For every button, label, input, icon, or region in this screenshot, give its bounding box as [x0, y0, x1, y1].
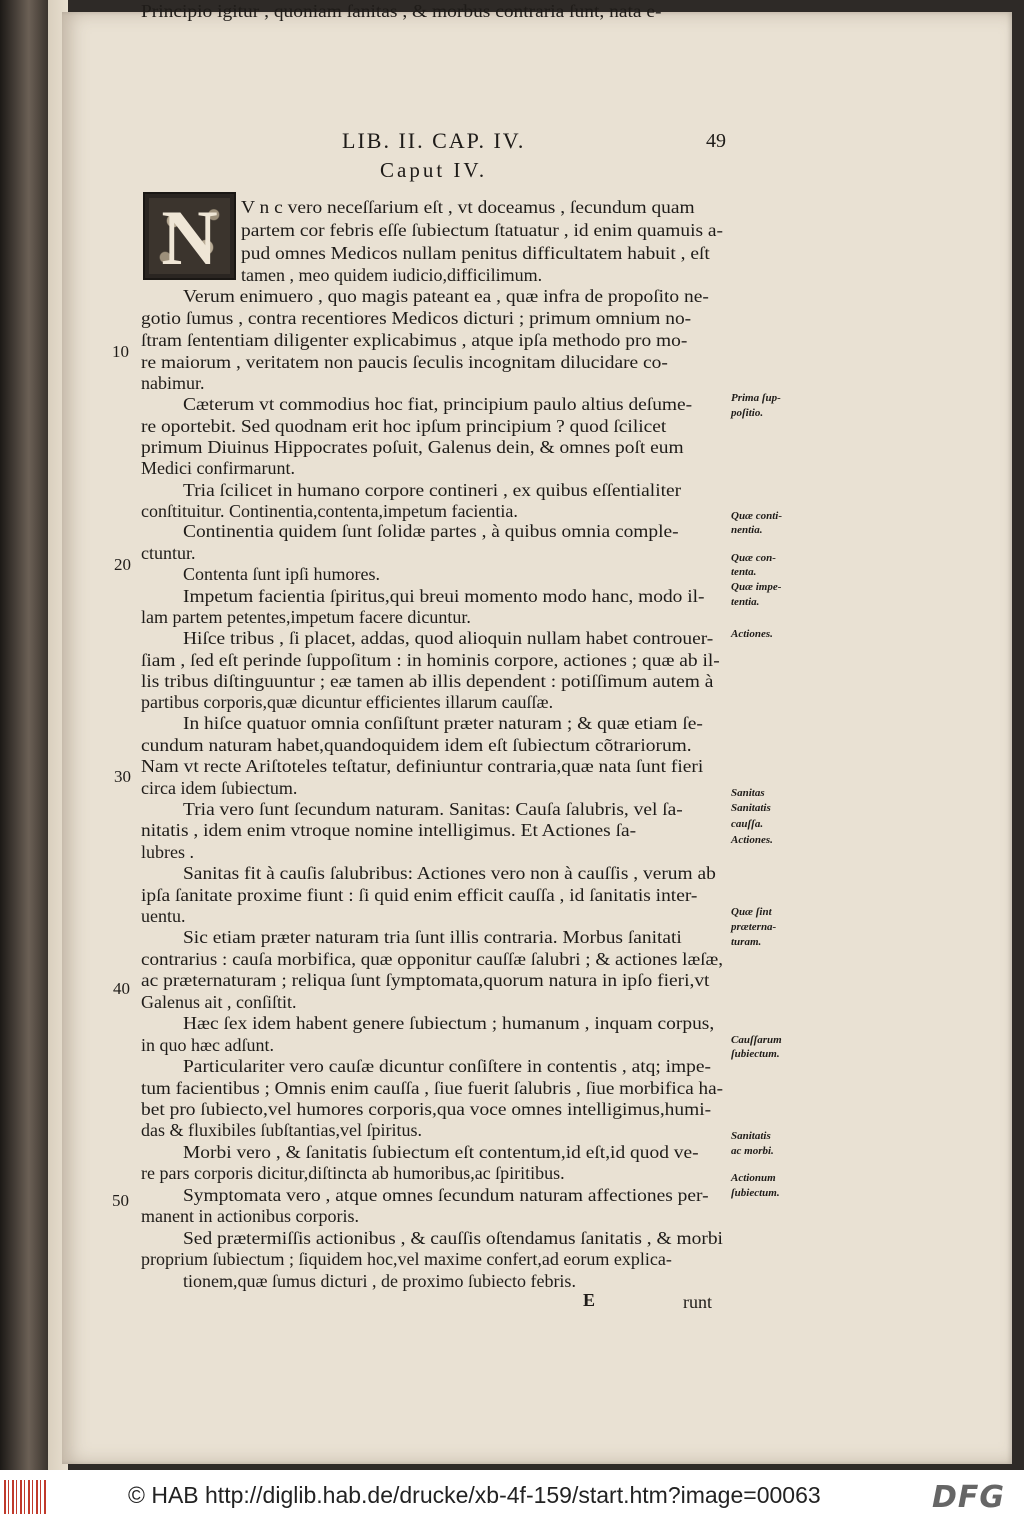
text-line	[141, 691, 553, 713]
text-line	[141, 991, 296, 1013]
margin-note: præterna-	[731, 921, 777, 933]
text-line	[141, 905, 186, 927]
text-line	[141, 649, 720, 671]
text-line-content: tum facientibus ; Omnis enim cauſſa , ſiue fuerit ſalubris , ſiue morbifica ha-	[141, 1078, 724, 1098]
text-line-content: ſtram ſententiam diligenter explicabimus , atque ipſa methodo pro mo-	[141, 330, 688, 350]
margin-note: cauſſa.	[731, 818, 764, 830]
text-line-content: Tria vero ſunt ſecundum naturam. Sanitas: Cauſa ſalubris, vel ſa-	[183, 799, 683, 819]
text-line	[141, 372, 205, 394]
margin-note: Sanitas	[731, 787, 765, 799]
text-line-content: Tria ſcilicet in humano corpore contineri , ex quibus eſſentialiter	[183, 480, 682, 500]
margin-note: Sanitatis	[731, 1130, 771, 1142]
text-line-content: cundum naturam habet,quandoquidem idem eſt ſubiectum cõtrariorum.	[141, 735, 692, 755]
signature-mark: E	[583, 1290, 596, 1310]
text-line-content: Morbi vero , & ſanitatis ſubiectum eſt contentum,id eſt,id quod ve-	[183, 1142, 699, 1162]
text-line	[141, 457, 295, 479]
text-line	[183, 1184, 709, 1206]
running-head: LIB. II. CAP. IV.	[342, 128, 526, 153]
text-line	[183, 926, 682, 948]
text-line-content: V n c vero neceſſarium eſt , vt doceamus , ſecundum quam	[241, 197, 695, 217]
text-line-content: Verum enimuero , quo magis pateant ea , quæ infra de propoſito ne-	[183, 286, 709, 306]
text-line	[141, 841, 194, 863]
margin-note: ſubiectum.	[731, 1048, 780, 1060]
text-line-content: conſtituitur. Continentia,contenta,impetum facientia.	[141, 501, 518, 521]
text-line	[183, 1270, 576, 1292]
text-line-content: Nam vt recte Ariſtoteles teſtatur, definiuntur contraria,quæ nata ſunt fieri	[141, 756, 704, 776]
barcode-icon	[4, 1480, 46, 1514]
margin-note: Quæ con-	[731, 552, 776, 564]
text-line	[183, 520, 679, 542]
dfg-logo: DFG	[932, 1480, 1006, 1515]
text-line	[141, 1077, 724, 1099]
chapter-title: Caput IV.	[380, 158, 488, 182]
text-line-content: lis tribus diſtinguuntur ; eæ tamen ab illis dependent : potiſſimum autem à	[141, 671, 714, 691]
text-line	[183, 712, 703, 734]
text-line-content: primum Diuinus Hippocrates poſuit, Galenus dein, & omnes poſt eum	[141, 437, 684, 457]
text-line-content: nabimur.	[141, 373, 205, 393]
text-line-content: Cæterum vt commodius hoc fiat, principium paulo altius deſume-	[183, 394, 693, 414]
text-line-content: Hæc ſex idem habent genere ſubiectum ; humanum , inquam corpus,	[183, 1013, 715, 1033]
text-line-content: re oportebit. Sed quodnam erit hoc ipſum principium ? quod ſcilicet	[141, 416, 667, 436]
line-number: 50	[112, 1191, 129, 1210]
text-line	[183, 1055, 711, 1077]
text-line-content: uentu.	[141, 906, 186, 926]
text-line-content: nitatis , idem enim vtroque nomine intelligimus. Et Actiones ſa-	[141, 820, 637, 840]
text-line	[141, 500, 518, 522]
text-line-content: Medici confirmarunt.	[141, 458, 295, 478]
text-line-content: Impetum facientia ſpiritus,qui breui momento modo hanc, modo il-	[183, 586, 705, 606]
text-line-content: Sanitas fit à cauſis ſalubribus: Actiones vero non à cauſſis , verum ab	[183, 863, 716, 883]
text-line	[141, 1034, 274, 1056]
text-line-content: gotio ſumus , contra recentiores Medicos dicturi ; primum omnium no-	[141, 308, 692, 328]
text-line	[183, 1227, 723, 1249]
margin-note: poſitio.	[731, 407, 764, 419]
margin-note: Cauſſarum	[731, 1034, 782, 1046]
text-line	[183, 798, 683, 820]
text-line-content: Hiſce tribus , ſi placet, addas, quod alioquin nullam habet controuer-	[183, 628, 714, 648]
text-line	[241, 219, 723, 241]
text-line-content: Galenus ait , conſiſtit.	[141, 992, 297, 1012]
text-line-content: manent in actionibus corporis.	[141, 1206, 359, 1226]
text-line-content: partibus corporis,quæ dicuntur efficientes illarum cauſſæ.	[141, 692, 554, 712]
text-line-content: contrarius : cauſa morbifica, quæ opponitur cauſſæ ſalubri ; & actiones læſæ,	[141, 949, 723, 969]
margin-note: Actiones.	[731, 628, 773, 640]
text-line-content: ac præternaturam ; reliqua ſunt ſymptomata,quorum natura in ipſo fieri,vt	[141, 970, 710, 990]
line-number: 10	[112, 342, 129, 361]
line-number: 40	[113, 979, 130, 998]
text-line-content: re maiorum , veritatem non paucis ſeculis incognitam dilucidare co-	[141, 352, 668, 372]
text-line	[183, 862, 716, 884]
viewer-footer	[0, 1470, 1024, 1526]
text-line-content: das & fluxibiles ſubſtantias,vel ſpiritus.	[141, 1120, 422, 1140]
text-line-content: Symptomata vero , atque omnes ſecundum naturam affectiones per-	[183, 1185, 709, 1205]
text-line-content: circa idem ſubiectum.	[141, 778, 298, 798]
text-line	[141, 1098, 712, 1120]
text-line-content: lam partem petentes,impetum facere dicuntur.	[141, 607, 471, 627]
margin-note: Quæ ſint	[731, 906, 772, 918]
text-line	[141, 734, 692, 756]
source-link[interactable]: © HAB http://diglib.hab.de/drucke/xb-4f-159/start.htm?image=00063	[128, 1482, 821, 1508]
text-line	[141, 606, 471, 628]
margin-note: nentia.	[731, 524, 763, 536]
margin-note: ſubiectum.	[731, 1187, 780, 1199]
margin-note: ac morbi.	[731, 1145, 774, 1157]
margin-note: turam.	[731, 936, 762, 948]
text-line	[183, 563, 380, 585]
margin-note: tentia.	[731, 596, 760, 608]
text-line	[183, 285, 709, 307]
text-line-content: partem cor febris eſſe ſubiectum ſtatuatur , id enim quamuis a-	[241, 220, 723, 240]
initial-letter: N	[161, 194, 218, 281]
text-line-content: Principio igitur , quoniam ſanitas , & morbus contraria ſunt, nata e-	[141, 1, 662, 21]
text-line-content: Continentia quidem ſunt ſolidæ partes , à quibus omnia comple-	[183, 521, 679, 541]
text-line-content: Contenta ſunt ipſi humores.	[183, 564, 380, 584]
line-number: 30	[114, 767, 131, 786]
text-line	[141, 351, 668, 373]
text-line	[141, 1119, 422, 1141]
text-line-content: tamen , meo quidem iudicio,difficilimum.	[241, 265, 543, 285]
text-line	[141, 307, 692, 329]
margin-note: Quæ conti-	[731, 510, 783, 522]
text-line	[183, 1012, 715, 1034]
text-line	[141, 777, 297, 799]
text-line-content: In hiſce quatuor omnia conſiſtunt præter naturam ; & quæ etiam ſe-	[183, 713, 703, 733]
text-line	[241, 196, 695, 218]
previous-page-edge	[0, 0, 48, 1470]
margin-note: Prima ſup-	[731, 392, 781, 404]
text-line-content: ipſa ſanitate proxime fiunt : ſi quid enim efficit cauſſa , id ſanitatis inter-	[141, 885, 698, 905]
text-line	[241, 264, 542, 286]
text-line-content: re pars corporis dicitur,diſtincta ab humoribus,ac ſpiritibus.	[141, 1163, 565, 1183]
text-line-content: Sic etiam præter naturam tria ſunt illis contraria. Morbus ſanitati	[183, 927, 682, 947]
text-line	[183, 1141, 699, 1163]
text-line	[141, 948, 723, 970]
text-line	[141, 1248, 672, 1270]
text-line	[141, 542, 196, 564]
decorated-initial	[143, 192, 236, 280]
margin-note: tenta.	[731, 566, 757, 578]
text-line-content: bet pro ſubiecto,vel humores corporis,qua voce omnes intelligimus,humi-	[141, 1099, 712, 1119]
text-line-content: pud omnes Medicos nullam penitus difficultatem habuit , eſt	[241, 243, 710, 263]
catchword: runt	[683, 1292, 712, 1312]
text-line	[141, 415, 667, 437]
text-line-content: ctuntur.	[141, 543, 196, 563]
text-line	[141, 670, 714, 692]
text-line	[141, 755, 704, 777]
text-line-content: proprium ſubiectum ; ſiquidem hoc,vel maxime confert,ad eorum explica-	[141, 1249, 672, 1269]
text-line	[183, 479, 682, 501]
text-line-content: Particulariter vero cauſæ dicuntur conſiſtere in contentis , atq; impe-	[183, 1056, 711, 1076]
text-line	[141, 436, 684, 458]
folio-number: 49	[706, 130, 726, 152]
text-line	[141, 1162, 565, 1184]
text-line	[141, 1205, 359, 1227]
text-line	[141, 884, 698, 906]
text-line-content: in quo hæc adſunt.	[141, 1035, 274, 1055]
text-line-content: ſiam , ſed eſt perinde ſuppoſitum : in hominis corpore, actiones ; quæ ab il-	[141, 650, 720, 670]
margin-note: Quæ impe-	[731, 581, 782, 593]
text-line	[183, 627, 714, 649]
text-line	[241, 242, 710, 264]
text-line	[141, 0, 662, 22]
text-line	[141, 819, 637, 841]
text-line	[141, 329, 688, 351]
margin-note: Actiones.	[731, 834, 773, 846]
line-number: 20	[114, 555, 131, 574]
text-line-content: Sed prætermiſſis actionibus , & cauſſis oſtendamus ſanitatis , & morbi	[183, 1228, 723, 1248]
text-line	[183, 585, 705, 607]
text-line	[183, 393, 693, 415]
margin-note: Sanitatis	[731, 802, 771, 814]
text-line	[141, 969, 710, 991]
text-line-content: lubres .	[141, 842, 194, 862]
text-line-content: tionem,quæ ſumus dicturi , de proximo ſubiecto febris.	[183, 1271, 576, 1291]
margin-note: Actionum	[731, 1172, 776, 1184]
